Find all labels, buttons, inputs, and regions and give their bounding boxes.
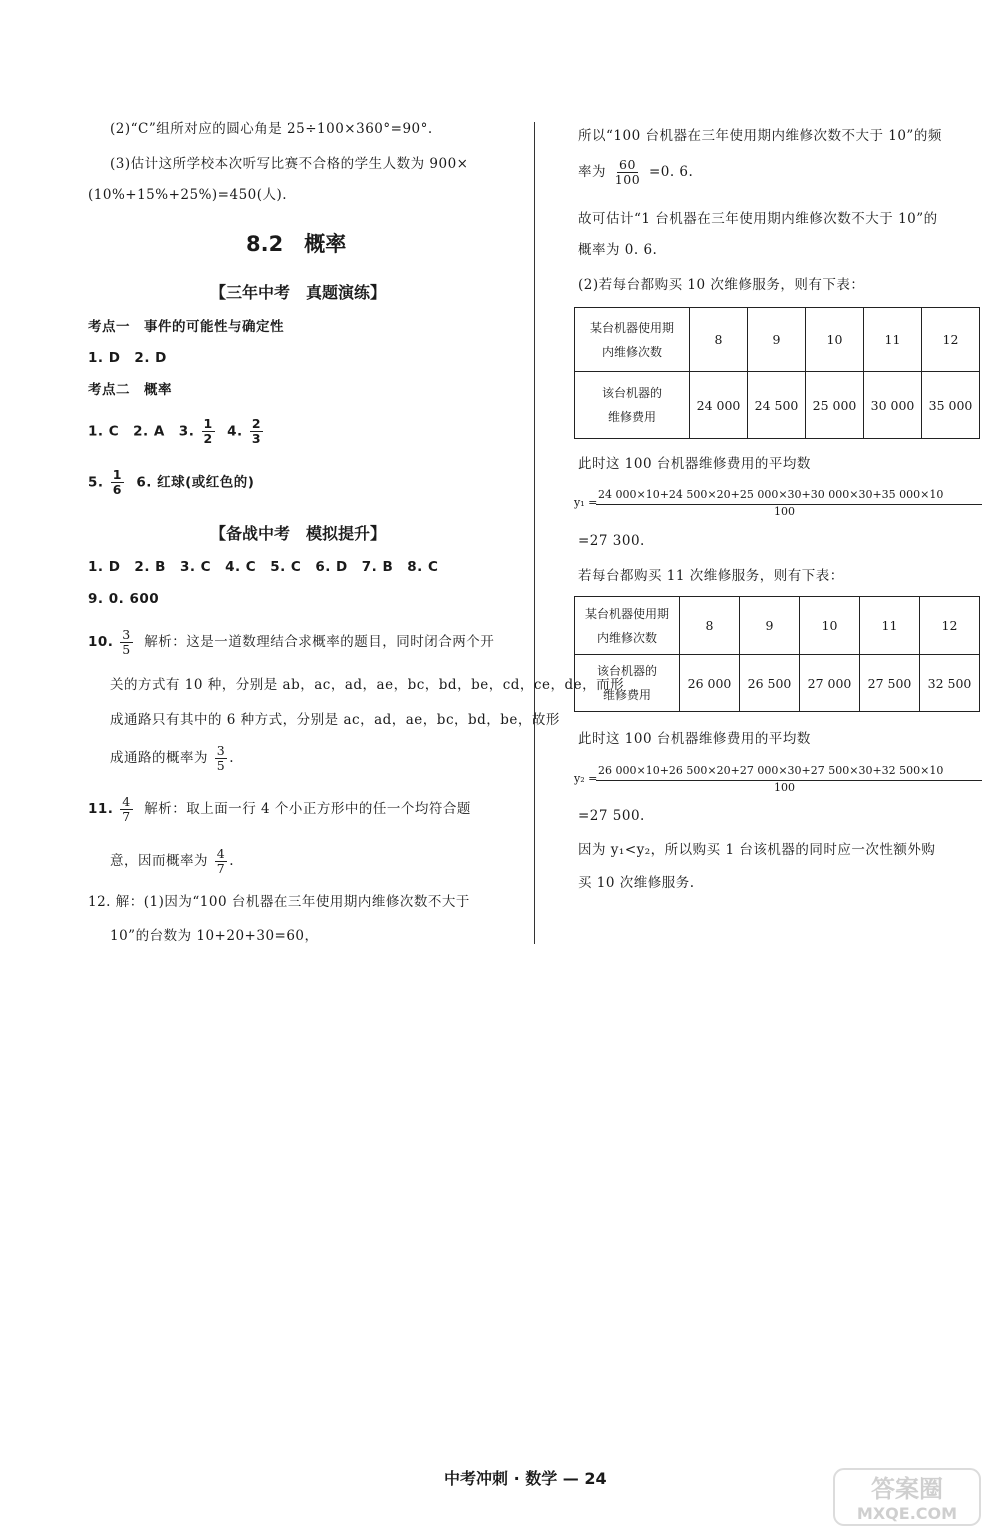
den: 6 (112, 482, 122, 497)
q11-text1: 解析：取上面一行 4 个小正方形中的任一个均符合题 (144, 801, 471, 817)
q10-line2: 关的方式有 10 种，分别是 ab，ac，ad，ae，bc，bd，be，cd，ce，de，而形 (110, 677, 625, 693)
num: 60 (619, 157, 636, 172)
kp2-answers-2 (88, 468, 254, 497)
q10-text1: 解析：这是一道数理结合求概率的题目，同时闭合两个开 (144, 634, 495, 650)
num: 3 (216, 743, 226, 758)
table1-col: 11 (864, 308, 922, 372)
den: 5 (216, 758, 226, 773)
r-line4: 概率为 0. 6. (578, 242, 658, 258)
table2-col: 8 (680, 597, 740, 655)
t2-h2b: 维修费用 (602, 688, 651, 702)
r-line7: 若每台都购买 11 次维修服务，则有下表： (578, 568, 844, 584)
q10-line4 (110, 744, 234, 773)
y1-numerator: 24 000×10+24 500×20+25 000×30+30 000×30+35 000×10 (598, 488, 944, 501)
fraction-q5 (111, 468, 124, 497)
table1-header-count (575, 308, 690, 372)
r2-result: =0. 6. (648, 164, 694, 180)
q9-answer: 9. 0. 600 (88, 591, 160, 607)
column-divider (534, 122, 535, 944)
q10-line1 (88, 628, 494, 657)
fraction-q3 (202, 417, 215, 446)
table2-col: 11 (860, 597, 920, 655)
fraction-q10b (215, 744, 227, 773)
kp1-title: 考点一 事件的可能性与确定性 (88, 319, 284, 335)
t2-h1a: 某台机器使用期 (584, 606, 669, 621)
watermark-logo (832, 1465, 982, 1529)
table2-header-count (575, 597, 680, 655)
num: 1 (112, 467, 122, 482)
q10-line3: 成通路只有其中的 6 种方式，分别是 ac，ad，ae，bc，bd，be，故形 (110, 712, 560, 728)
table1-val: 24 500 (748, 372, 806, 439)
den: 100 (614, 172, 641, 187)
num: 1 (203, 416, 213, 431)
table2-val: 26 500 (740, 655, 800, 712)
y1-label: y₁ = (574, 496, 598, 509)
table-10-services (574, 307, 980, 439)
q10-label: 10. (88, 634, 114, 650)
table2-val: 27 500 (860, 655, 920, 712)
y1-result: =27 300. (578, 533, 645, 549)
watermark-top: 答案圈 (871, 1475, 943, 1503)
heading-real-exams: 【三年中考 真题演练】 (210, 283, 387, 302)
table1-header-cost (575, 372, 690, 439)
formula-y1 (574, 488, 984, 520)
q12-line2: 10”的台数为 10+20+30=60， (110, 928, 319, 944)
table1-col: 9 (748, 308, 806, 372)
num: 4 (216, 846, 226, 861)
fraction-q4 (250, 417, 263, 446)
kp1-answers: 1. D 2. D (88, 350, 167, 366)
y2-result: =27 500. (578, 808, 645, 824)
table1-val: 25 000 (806, 372, 864, 439)
table1-col: 10 (806, 308, 864, 372)
den: 5 (122, 642, 131, 657)
table1-val: 35 000 (922, 372, 980, 439)
r-line5: (2)若每台都购买 10 次维修服务，则有下表： (578, 277, 865, 293)
r-line6: 此时这 100 台机器维修费用的平均数 (578, 456, 811, 472)
q12-line1: 12. 解：(1)因为“100 台机器在三年使用期内维修次数不大于 (88, 894, 470, 910)
answer-c2: (2)“C”组所对应的圆心角是 25÷100×360°=90°. (110, 121, 433, 137)
table2-col: 12 (920, 597, 980, 655)
y2-numerator: 26 000×10+26 500×20+27 000×30+27 500×30+32 500×10 (598, 764, 944, 777)
fraction-q10 (120, 628, 132, 657)
formula-y2 (574, 764, 984, 796)
table1-val: 24 000 (690, 372, 748, 439)
q11-label: 11. (88, 801, 114, 817)
num: 2 (251, 416, 262, 431)
r-line2 (578, 158, 693, 187)
q6-answer: 6. 红球(或红色的) (136, 474, 255, 491)
table1-col: 12 (922, 308, 980, 372)
table2-val: 27 000 (800, 655, 860, 712)
t1-h2b: 维修费用 (607, 410, 656, 424)
q5-label: 5. (88, 474, 104, 491)
t1-h1a: 某台机器使用期 (589, 320, 674, 335)
fraction-q11b (215, 847, 227, 876)
fraction-60-100 (613, 158, 642, 187)
num: 4 (122, 794, 131, 809)
watermark-bottom: MXQE.COM (856, 1504, 958, 1523)
table2-col: 9 (740, 597, 800, 655)
t1-h2a: 该台机器的 (601, 386, 662, 400)
den: 7 (216, 861, 226, 876)
table2-val: 26 000 (680, 655, 740, 712)
den: 7 (122, 809, 131, 824)
kp2-answers-b: 4. (227, 423, 243, 440)
r-line3: 故可估计“1 台机器在三年使用期内维修次数不大于 10”的 (578, 211, 938, 227)
page-footer: 中考冲刺 · 数学 — 24 (444, 1469, 607, 1488)
y2-denominator: 100 (774, 781, 795, 794)
table2-val: 32 500 (920, 655, 980, 712)
period: . (229, 853, 235, 869)
r-line1: 所以“100 台机器在三年使用期内维修次数不大于 10”的频 (578, 128, 942, 144)
answer-c3-line1: (3)估计这所学校本次听写比赛不合格的学生人数为 900× (110, 156, 469, 172)
r-line9: 因为 y₁<y₂，所以购买 1 台该机器的同时应一次性额外购 (578, 842, 936, 858)
kp2-title: 考点二 概率 (88, 382, 172, 398)
num: 3 (122, 627, 131, 642)
table-11-services (574, 596, 980, 712)
t2-h2a: 该台机器的 (596, 664, 657, 678)
r2-text: 率为 (578, 164, 606, 180)
r-line8: 此时这 100 台机器维修费用的平均数 (578, 731, 811, 747)
kp2-answers-a: 1. C 2. A 3. (88, 423, 195, 440)
q11-line2 (110, 847, 234, 876)
kp2-answers (88, 417, 265, 446)
table2-header-cost (575, 655, 680, 712)
period: . (229, 750, 235, 766)
table1-col: 8 (690, 308, 748, 372)
q11-text2: 意，因而概率为 (110, 853, 208, 869)
fraction-q11 (120, 795, 132, 824)
heading-mock-exams: 【备战中考 模拟提升】 (210, 524, 387, 543)
t1-h1b: 内维修次数 (601, 344, 662, 359)
table1-val: 30 000 (864, 372, 922, 439)
table2-col: 10 (800, 597, 860, 655)
y1-denominator: 100 (774, 505, 795, 518)
q11-line1 (88, 795, 471, 824)
section-title: 8.2 概率 (246, 232, 347, 256)
t2-h1b: 内维修次数 (596, 630, 657, 645)
q10-text4: 成通路的概率为 (110, 750, 208, 766)
den: 3 (251, 431, 262, 446)
mc-answers: 1. D 2. B 3. C 4. C 5. C 6. D 7. B 8. C (88, 559, 439, 575)
answer-c3-line2: (10%+15%+25%)=450(人). (88, 187, 288, 203)
den: 2 (203, 431, 213, 446)
y2-label: y₂ = (574, 772, 598, 785)
r-line10: 买 10 次维修服务. (578, 875, 695, 891)
